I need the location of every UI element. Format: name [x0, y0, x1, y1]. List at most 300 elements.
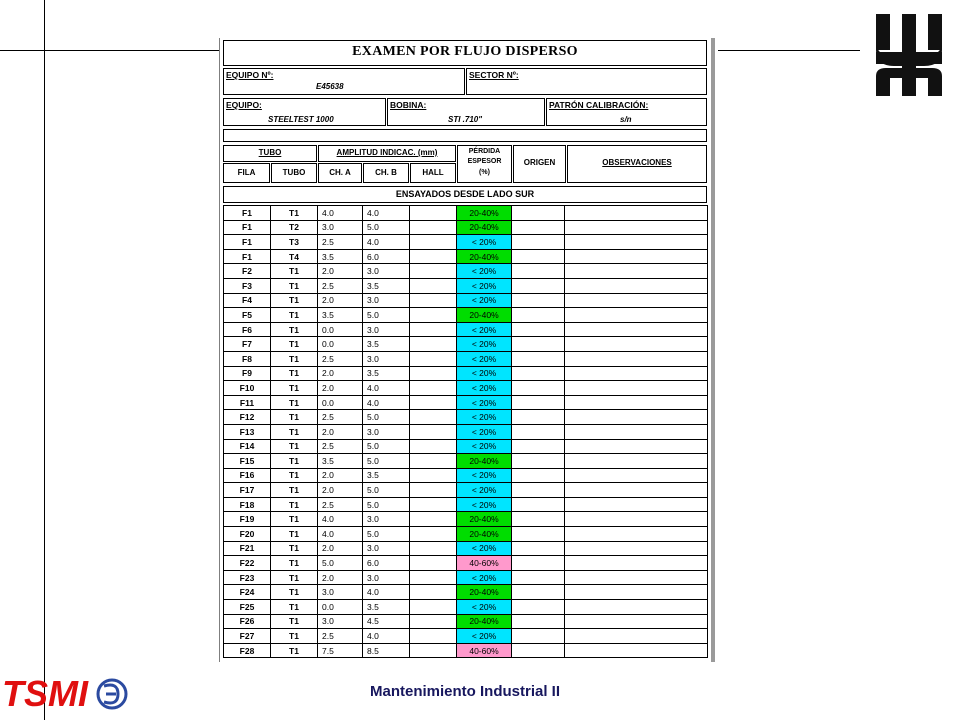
equipo-box [223, 98, 386, 126]
tubo-cell: T1 [271, 206, 318, 221]
perdida-cell: 20-40% [457, 220, 512, 235]
origen-cell [512, 497, 565, 512]
fila-cell: F28 [224, 643, 271, 658]
hall-label: HALL [422, 168, 444, 177]
perdida-cell: 40-60% [457, 643, 512, 658]
chb-cell: 5.0 [363, 483, 410, 498]
observaciones-cell [565, 381, 708, 396]
table-row [224, 570, 708, 585]
perdida-cell: < 20% [457, 600, 512, 615]
cha-cell: 2.5 [318, 351, 363, 366]
observaciones-cell [565, 322, 708, 337]
table-row [224, 483, 708, 498]
chb-cell: 5.0 [363, 439, 410, 454]
origen-cell [512, 249, 565, 264]
hall-cell [410, 483, 457, 498]
chb-cell: 4.0 [363, 629, 410, 644]
chb-cell: 3.5 [363, 337, 410, 352]
chb-cell: 3.5 [363, 468, 410, 483]
table-row [224, 264, 708, 279]
spreadsheet-document [219, 38, 717, 662]
observaciones-cell [565, 206, 708, 221]
table-row [224, 629, 708, 644]
cha-cell: 2.0 [318, 366, 363, 381]
origen-cell [512, 629, 565, 644]
hall-cell [410, 497, 457, 512]
observaciones-cell [565, 483, 708, 498]
table-row [224, 322, 708, 337]
origen-cell [512, 410, 565, 425]
hall-cell [410, 512, 457, 527]
tubo-cell: T1 [271, 424, 318, 439]
sheet-edge [711, 38, 715, 662]
tubo-cell: T1 [271, 643, 318, 658]
fila-cell: F4 [224, 293, 271, 308]
chb-cell: 3.0 [363, 541, 410, 556]
perdida-cell: < 20% [457, 278, 512, 293]
cha-cell: 4.0 [318, 206, 363, 221]
table-row [224, 395, 708, 410]
cha-cell: 2.0 [318, 541, 363, 556]
chb-cell: 5.0 [363, 527, 410, 542]
chb-cell: 5.0 [363, 497, 410, 512]
chb-cell: 4.0 [363, 585, 410, 600]
table-row [224, 249, 708, 264]
table-row [224, 541, 708, 556]
tubo-group-header [223, 145, 317, 162]
tsmi-emblem-icon [98, 680, 126, 708]
chb-cell: 4.0 [363, 235, 410, 250]
blank-row [223, 129, 707, 142]
origen-cell [512, 351, 565, 366]
tubo-cell: T3 [271, 235, 318, 250]
fila-cell: F1 [224, 220, 271, 235]
chb-cell: 5.0 [363, 410, 410, 425]
table-row [224, 366, 708, 381]
origen-cell [512, 512, 565, 527]
fila-cell: F10 [224, 381, 271, 396]
tubo-cell: T1 [271, 468, 318, 483]
chb-cell: 3.5 [363, 600, 410, 615]
cha-cell: 3.0 [318, 220, 363, 235]
chb-cell: 3.5 [363, 366, 410, 381]
perdida-cell: < 20% [457, 235, 512, 250]
tubo-cell: T2 [271, 220, 318, 235]
observaciones-cell [565, 556, 708, 571]
cha-cell: 4.0 [318, 512, 363, 527]
origen-cell [512, 235, 565, 250]
chb-cell: 6.0 [363, 249, 410, 264]
hall-cell [410, 278, 457, 293]
bobina-label: BOBINA: [390, 100, 427, 110]
origen-cell [512, 541, 565, 556]
chb-cell: 3.0 [363, 351, 410, 366]
table-row [224, 337, 708, 352]
origen-cell [512, 439, 565, 454]
origen-cell [512, 614, 565, 629]
equipo-value: STEELTEST 1000 [268, 115, 334, 124]
equipo-number-value: E45638 [316, 82, 344, 91]
perdida-cell: < 20% [457, 483, 512, 498]
observaciones-cell [565, 264, 708, 279]
fila-cell: F19 [224, 512, 271, 527]
fila-cell: F24 [224, 585, 271, 600]
perdida-cell: < 20% [457, 541, 512, 556]
cha-cell: 2.5 [318, 235, 363, 250]
fila-cell: F8 [224, 351, 271, 366]
hall-cell [410, 439, 457, 454]
table-row [224, 278, 708, 293]
fila-cell: F5 [224, 308, 271, 323]
perdida-cell: 20-40% [457, 249, 512, 264]
origen-cell [512, 570, 565, 585]
tubo-cell: T4 [271, 249, 318, 264]
chb-cell: 3.0 [363, 512, 410, 527]
table-row [224, 351, 708, 366]
cha-cell: 2.5 [318, 410, 363, 425]
hall-cell [410, 308, 457, 323]
hall-cell [410, 410, 457, 425]
tubo-cell: T1 [271, 395, 318, 410]
cha-cell: 3.5 [318, 454, 363, 469]
fila-cell: F11 [224, 395, 271, 410]
tubo-cell: T1 [271, 527, 318, 542]
fila-cell: F21 [224, 541, 271, 556]
hall-cell [410, 322, 457, 337]
fila-cell: F23 [224, 570, 271, 585]
table-row [224, 454, 708, 469]
fila-header [223, 163, 270, 183]
fila-cell: F26 [224, 614, 271, 629]
cha-cell: 2.5 [318, 629, 363, 644]
fila-cell: F1 [224, 206, 271, 221]
table-row [224, 556, 708, 571]
observaciones-cell [565, 643, 708, 658]
tubo-cell: T1 [271, 351, 318, 366]
observaciones-cell [565, 249, 708, 264]
cha-cell: 4.0 [318, 527, 363, 542]
tubo-cell: T1 [271, 541, 318, 556]
guide-line-vertical [44, 0, 45, 720]
tubo-cell: T1 [271, 337, 318, 352]
perdida-cell: < 20% [457, 570, 512, 585]
tubo-cell: T1 [271, 614, 318, 629]
course-title: Mantenimiento Industrial II [370, 683, 561, 700]
perdida-cell: < 20% [457, 497, 512, 512]
chb-cell: 5.0 [363, 454, 410, 469]
perdida-cell: 20-40% [457, 308, 512, 323]
cha-cell: 2.0 [318, 424, 363, 439]
tubo-cell: T1 [271, 410, 318, 425]
tubo-cell: T1 [271, 293, 318, 308]
tubo-cell: T1 [271, 454, 318, 469]
origen-header [513, 145, 566, 183]
chb-cell: 3.0 [363, 322, 410, 337]
tubo-header [271, 163, 317, 183]
tubo-cell: T1 [271, 629, 318, 644]
table-row [224, 643, 708, 658]
observaciones-cell [565, 410, 708, 425]
origen-cell [512, 424, 565, 439]
hall-cell [410, 424, 457, 439]
observaciones-header [567, 145, 707, 183]
patron-value: s/n [620, 115, 632, 124]
hall-cell [410, 570, 457, 585]
perdida-cell: < 20% [457, 322, 512, 337]
observaciones-cell [565, 570, 708, 585]
hall-cell [410, 629, 457, 644]
perdida-cell: < 20% [457, 410, 512, 425]
fila-cell: F22 [224, 556, 271, 571]
cha-cell: 3.0 [318, 614, 363, 629]
fila-cell: F9 [224, 366, 271, 381]
fila-cell: F1 [224, 235, 271, 250]
table-row [224, 293, 708, 308]
fila-cell: F17 [224, 483, 271, 498]
perdida-cell: 20-40% [457, 454, 512, 469]
amplitud-group-header [318, 145, 456, 162]
hall-cell [410, 206, 457, 221]
table-row [224, 424, 708, 439]
perdida-cell: < 20% [457, 381, 512, 396]
perdida-cell: < 20% [457, 468, 512, 483]
cha-cell: 2.0 [318, 293, 363, 308]
perdida-label-line1: PÉRDIDA [468, 148, 501, 155]
fila-cell: F13 [224, 424, 271, 439]
cha-cell: 2.0 [318, 264, 363, 279]
observaciones-cell [565, 527, 708, 542]
fila-cell: F16 [224, 468, 271, 483]
observaciones-cell [565, 600, 708, 615]
cha-cell: 2.0 [318, 483, 363, 498]
observaciones-cell [565, 454, 708, 469]
chb-cell: 3.0 [363, 293, 410, 308]
hall-cell [410, 454, 457, 469]
hall-cell [410, 351, 457, 366]
equipo-number-label: EQUIPO Nº: [226, 70, 274, 80]
origen-cell [512, 527, 565, 542]
observaciones-cell [565, 235, 708, 250]
equipo-number-box [223, 68, 465, 95]
hall-cell [410, 337, 457, 352]
hall-cell [410, 249, 457, 264]
fila-cell: F12 [224, 410, 271, 425]
origen-cell [512, 381, 565, 396]
cha-cell: 2.0 [318, 468, 363, 483]
tubo-cell: T1 [271, 556, 318, 571]
observaciones-cell [565, 337, 708, 352]
origen-cell [512, 366, 565, 381]
observaciones-cell [565, 541, 708, 556]
table-row [224, 381, 708, 396]
cha-cell: 2.5 [318, 497, 363, 512]
table-row [224, 614, 708, 629]
chb-cell: 3.5 [363, 278, 410, 293]
origen-cell [512, 220, 565, 235]
chb-cell: 4.0 [363, 381, 410, 396]
origen-cell [512, 556, 565, 571]
chb-cell: 5.0 [363, 308, 410, 323]
chb-header [363, 163, 409, 183]
observaciones-cell [565, 278, 708, 293]
observaciones-cell [565, 512, 708, 527]
fila-cell: F7 [224, 337, 271, 352]
origen-cell [512, 585, 565, 600]
patron-box [546, 98, 707, 126]
fila-cell: F27 [224, 629, 271, 644]
tsmi-logo-text: TSMI [2, 673, 88, 714]
hall-header [410, 163, 456, 183]
perdida-cell: < 20% [457, 351, 512, 366]
origen-cell [512, 483, 565, 498]
fila-cell: F15 [224, 454, 271, 469]
cha-cell: 3.5 [318, 249, 363, 264]
origen-cell [512, 264, 565, 279]
bobina-value: STI .710" [448, 115, 483, 124]
origen-cell [512, 337, 565, 352]
origen-cell [512, 308, 565, 323]
tubo-cell: T1 [271, 497, 318, 512]
fila-cell: F6 [224, 322, 271, 337]
table-row [224, 512, 708, 527]
hall-cell [410, 366, 457, 381]
tubo-cell: T1 [271, 381, 318, 396]
fila-cell: F25 [224, 600, 271, 615]
hall-cell [410, 614, 457, 629]
tubo-cell: T1 [271, 308, 318, 323]
perdida-cell: 20-40% [457, 512, 512, 527]
guide-line-left [0, 50, 220, 51]
cha-cell: 5.0 [318, 556, 363, 571]
hall-cell [410, 527, 457, 542]
tubo-cell: T1 [271, 570, 318, 585]
cha-cell: 2.0 [318, 570, 363, 585]
fila-cell: F1 [224, 249, 271, 264]
observaciones-cell [565, 629, 708, 644]
chb-cell: 5.0 [363, 220, 410, 235]
cha-cell: 0.0 [318, 395, 363, 410]
section-label: ENSAYADOS DESDE LADO SUR [395, 189, 535, 199]
table-row [224, 497, 708, 512]
observaciones-cell [565, 439, 708, 454]
perdida-cell: 20-40% [457, 585, 512, 600]
cha-cell: 3.5 [318, 308, 363, 323]
fila-cell: F14 [224, 439, 271, 454]
chb-cell: 8.5 [363, 643, 410, 658]
perdida-cell: < 20% [457, 629, 512, 644]
perdida-cell: < 20% [457, 366, 512, 381]
hall-cell [410, 381, 457, 396]
tubo-cell: T1 [271, 512, 318, 527]
chb-cell: 6.0 [363, 556, 410, 571]
section-header [223, 186, 707, 203]
perdida-label-line2: ESPESOR [467, 158, 502, 165]
hall-cell [410, 541, 457, 556]
origen-cell [512, 468, 565, 483]
perdida-cell: < 20% [457, 395, 512, 410]
observaciones-label: OBSERVACIONES [602, 158, 672, 167]
patron-label: PATRÓN CALIBRACIÓN: [549, 100, 649, 110]
table-row [224, 600, 708, 615]
tubo-group-label: TUBO [258, 148, 282, 157]
hall-cell [410, 600, 457, 615]
table-row [224, 220, 708, 235]
observaciones-cell [565, 614, 708, 629]
sector-label: SECTOR Nº: [469, 70, 519, 80]
tubo-cell: T1 [271, 278, 318, 293]
origen-cell [512, 322, 565, 337]
chb-label: CH. B [375, 168, 397, 177]
hall-cell [410, 395, 457, 410]
tubo-label: TUBO [282, 168, 306, 177]
table-row [224, 439, 708, 454]
perdida-cell: 20-40% [457, 614, 512, 629]
origen-cell [512, 643, 565, 658]
guide-line-right [718, 50, 860, 51]
observaciones-cell [565, 220, 708, 235]
perdida-cell: < 20% [457, 424, 512, 439]
observaciones-cell [565, 585, 708, 600]
perdida-header [457, 145, 512, 183]
cha-cell: 7.5 [318, 643, 363, 658]
perdida-cell: 20-40% [457, 206, 512, 221]
observaciones-cell [565, 395, 708, 410]
table-row [224, 235, 708, 250]
table-row [224, 410, 708, 425]
cha-cell: 3.0 [318, 585, 363, 600]
hall-cell [410, 585, 457, 600]
equipo-label: EQUIPO: [226, 100, 262, 110]
perdida-label-line3: (%) [479, 169, 490, 176]
hall-cell [410, 235, 457, 250]
cha-cell: 2.5 [318, 278, 363, 293]
tubo-cell: T1 [271, 483, 318, 498]
cha-cell: 2.5 [318, 439, 363, 454]
hall-cell [410, 468, 457, 483]
table-row [224, 468, 708, 483]
observaciones-cell [565, 351, 708, 366]
origen-cell [512, 454, 565, 469]
perdida-cell: 40-60% [457, 556, 512, 571]
report-title: EXAMEN POR FLUJO DISPERSO [223, 40, 707, 66]
hall-cell [410, 293, 457, 308]
fila-label: FILA [237, 168, 256, 177]
table-row [224, 308, 708, 323]
chb-cell: 3.0 [363, 570, 410, 585]
origen-cell [512, 293, 565, 308]
observaciones-cell [565, 468, 708, 483]
perdida-cell: < 20% [457, 439, 512, 454]
results-table [223, 205, 708, 658]
cha-header [318, 163, 362, 183]
origen-cell [512, 600, 565, 615]
observaciones-cell [565, 497, 708, 512]
cha-cell: 2.0 [318, 381, 363, 396]
origen-cell [512, 206, 565, 221]
tubo-cell: T1 [271, 600, 318, 615]
cha-label: CH. A [329, 168, 351, 177]
fila-cell: F3 [224, 278, 271, 293]
amplitud-group-label: AMPLITUD INDICAC. (mm) [336, 148, 438, 157]
chb-cell: 4.0 [363, 206, 410, 221]
observaciones-cell [565, 424, 708, 439]
table-row [224, 527, 708, 542]
cha-cell: 0.0 [318, 322, 363, 337]
tubo-cell: T1 [271, 322, 318, 337]
observaciones-cell [565, 308, 708, 323]
cha-cell: 0.0 [318, 600, 363, 615]
cha-cell: 0.0 [318, 337, 363, 352]
